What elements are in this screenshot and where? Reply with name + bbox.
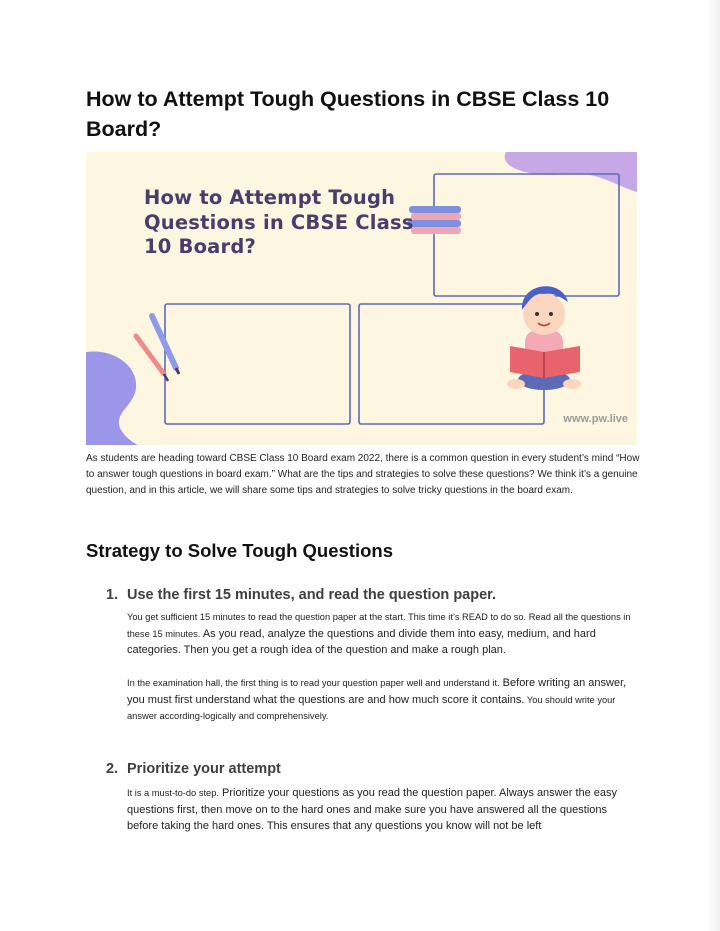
child-reading-illustration [507,286,581,390]
step-2-p1-large: Prioritize your questions as you read the question paper. Always answer the easy questions first, then move on to the hard ones and make sure you have answered all the questions before taking the hard ones. This ensures that any questions you know will not be left [127,787,618,832]
section-heading: Strategy to Solve Tough Questions [86,540,393,561]
intro-paragraph: As students are heading toward CBSE Class 10 Board exam 2022, there is a common question in every student’s mind “How to answer tough questions in board exam.” What are the tips and strategies to solve these questions? We think it’s a genuine question, and in this article, we will share some tips and strategies to solve tricky questions in the board exam. [86,453,640,496]
frame-bottom-left [165,304,350,424]
step-2-number: 2. [106,761,119,777]
step-1-p2-small: In the examination hall, the first thing is to read your question paper well and understand it. [127,678,500,688]
step-1-p2-large: Before writing an answer, you must first understand what the questions are and how much score it contains. [127,677,627,706]
step-1-p1-small: You get sufficient 15 minutes to read the question paper at the start. This time it’s READ to do so. Read all the questions in these 15 minutes. [127,612,631,639]
purple-blob-shape [505,152,637,192]
banner-watermark-url: www.pw.live [563,413,628,425]
banner-heading: How to Attempt Tough Questions in CBSE Class 10 Board? [144,186,414,258]
step-2-title [106,759,281,779]
step-1-paragraph-2 [127,675,637,725]
step-2-paragraph-1 [127,785,637,835]
article-banner-image [86,152,637,445]
step-1-p1-large: As you read, analyze the questions and divide them into easy, medium, and hard categories. Then you get a rough idea of the question and make a rough plan. [127,627,596,656]
step-1-title-text: Use the first 15 minutes, and read the question paper. [127,587,497,603]
step-2-title-text: Prioritize your attempt [127,761,281,777]
step-1-title [106,585,496,605]
step-2-p1-small: It is a must-to-do step. [127,788,219,798]
page-edge-shadow [706,0,720,931]
step-1-p2-small-end: You should write your answer according-logically and comprehensively. [127,694,616,721]
blue-blob-shape [86,351,138,445]
books-stack-icon [407,206,461,234]
step-1-paragraph-1 [127,609,637,659]
page-title: How to Attempt Tough Questions in CBSE Class 10 Board? [86,87,610,141]
step-1-number: 1. [106,587,119,603]
frame-top-right [434,174,619,296]
